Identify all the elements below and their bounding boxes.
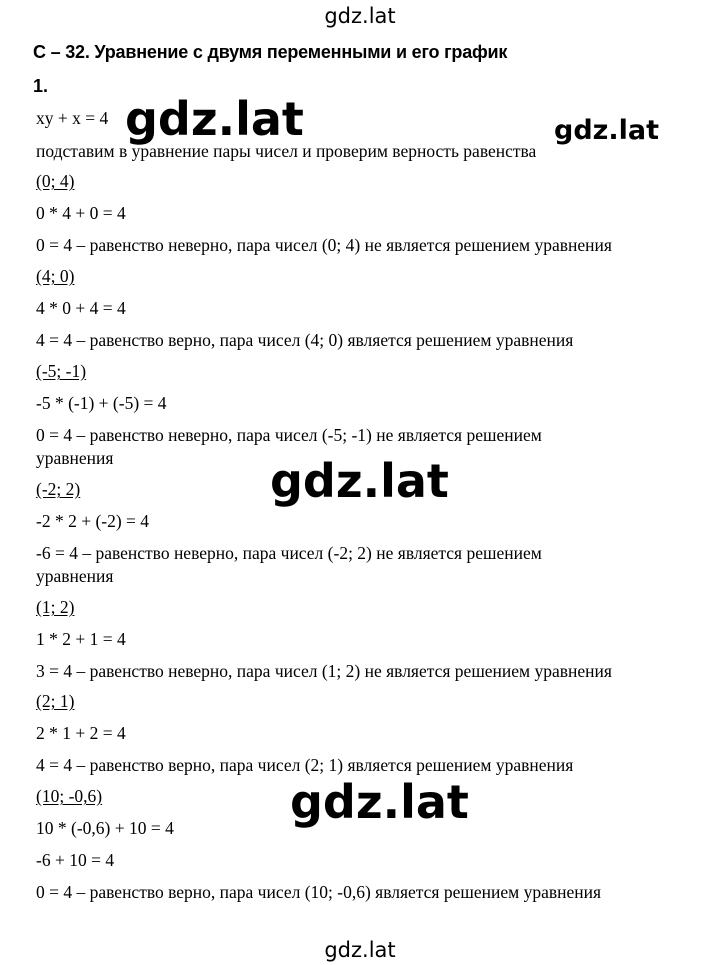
pair-label: (0; 4) bbox=[36, 171, 75, 191]
watermark-overlay: gdz.lat bbox=[290, 775, 469, 829]
conclusion-line: 3 = 4 – равенство неверно, пара чисел (1; 2) не является решением уравнения bbox=[36, 661, 612, 681]
section-title: С – 32. Уравнение с двумя переменными и его график bbox=[33, 42, 508, 62]
conclusion-continuation: уравнения bbox=[36, 448, 114, 468]
footer-watermark: gdz.lat bbox=[324, 938, 396, 962]
pair-label: (-2; 2) bbox=[36, 479, 81, 499]
pair-label: (2; 1) bbox=[36, 691, 75, 711]
pair-label: (10; -0,6) bbox=[36, 786, 103, 806]
conclusion-continuation: уравнения bbox=[36, 566, 114, 586]
conclusion-line: 0 = 4 – равенство верно, пара чисел (10; -0,6) является решением уравнения bbox=[36, 882, 602, 902]
substitution-line: 10 * (-0,6) + 10 = 4 bbox=[36, 818, 174, 838]
watermark-overlay: gdz.lat bbox=[125, 92, 304, 146]
substitution-line: -2 * 2 + (-2) = 4 bbox=[36, 511, 150, 531]
intermediate-line: -6 + 10 = 4 bbox=[36, 850, 115, 870]
intro-line: подставим в уравнение пары чисел и проверим верность равенства bbox=[36, 141, 537, 161]
conclusion-line: 0 = 4 – равенство неверно, пара чисел (0; 4) не является решением уравнения bbox=[36, 235, 612, 255]
substitution-line: 4 * 0 + 4 = 4 bbox=[36, 298, 126, 318]
watermark-overlay: gdz.lat bbox=[270, 454, 449, 508]
conclusion-line: 4 = 4 – равенство верно, пара чисел (2; 1) является решением уравнения bbox=[36, 755, 574, 775]
conclusion-line: 4 = 4 – равенство верно, пара чисел (4; 0) является решением уравнения bbox=[36, 330, 574, 350]
task-number: 1. bbox=[33, 76, 49, 96]
substitution-line: 2 * 1 + 2 = 4 bbox=[36, 723, 126, 743]
pair-label: (4; 0) bbox=[36, 266, 75, 286]
substitution-line: 1 * 2 + 1 = 4 bbox=[36, 629, 126, 649]
pair-label: (-5; -1) bbox=[36, 361, 87, 381]
watermark-overlay: gdz.lat bbox=[554, 115, 660, 146]
substitution-line: -5 * (-1) + (-5) = 4 bbox=[36, 393, 167, 413]
header-watermark: gdz.lat bbox=[324, 4, 396, 28]
equation-line: xy + x = 4 bbox=[36, 108, 109, 128]
conclusion-line: -6 = 4 – равенство неверно, пара чисел (-2; 2) не является решением bbox=[36, 543, 542, 563]
conclusion-line: 0 = 4 – равенство неверно, пара чисел (-5; -1) не является решением bbox=[36, 425, 542, 445]
substitution-line: 0 * 4 + 0 = 4 bbox=[36, 203, 126, 223]
pair-label: (1; 2) bbox=[36, 597, 75, 617]
